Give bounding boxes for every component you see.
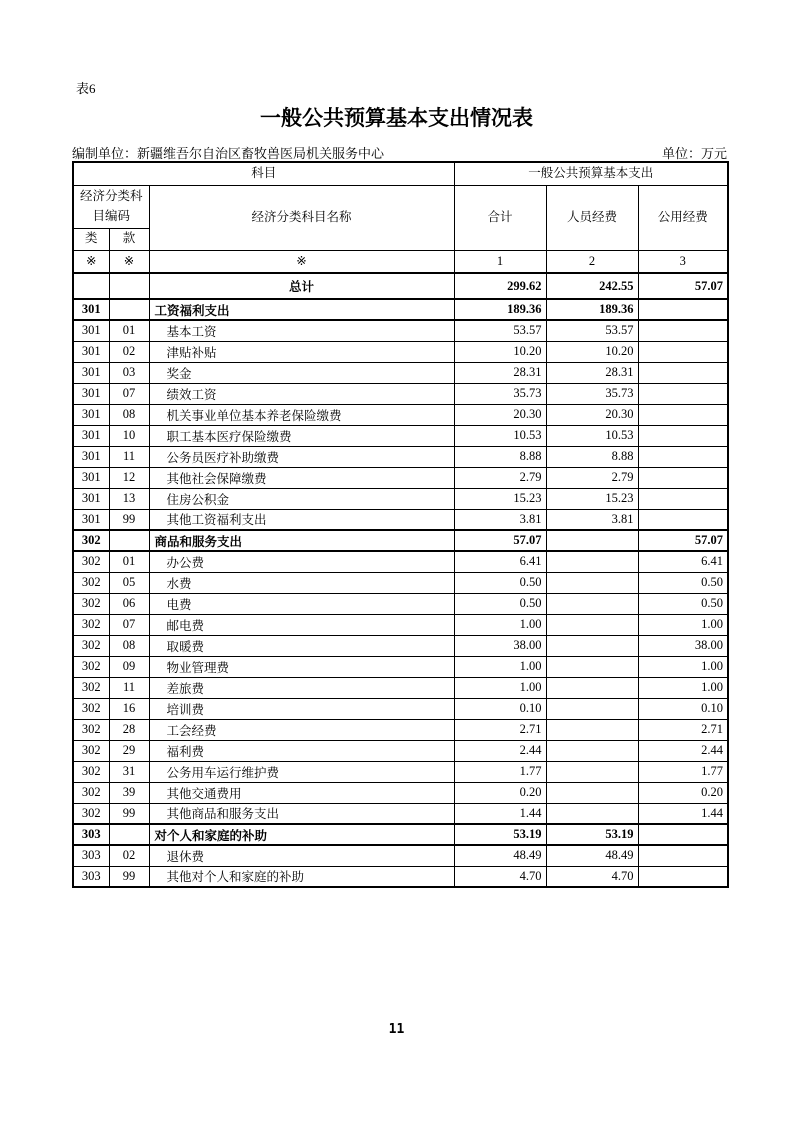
public-value-cell (638, 467, 728, 488)
total-value-cell: 1.00 (454, 677, 546, 698)
personnel-value-cell (546, 719, 638, 740)
total-value-cell: 53.57 (454, 320, 546, 341)
header-budget-group: 一般公共预算基本支出 (454, 162, 728, 185)
total-value-cell: 1.77 (454, 761, 546, 782)
total-value-cell: 2.44 (454, 740, 546, 761)
public-value-cell (638, 320, 728, 341)
class-code-cell: 301 (73, 425, 109, 446)
subject-name-cell: 商品和服务支出 (149, 530, 454, 551)
public-value-cell: 0.10 (638, 698, 728, 719)
personnel-value-cell: 20.30 (546, 404, 638, 425)
table-row (73, 273, 728, 299)
public-value-cell: 1.00 (638, 614, 728, 635)
table-body (73, 273, 728, 887)
total-value-cell: 189.36 (454, 299, 546, 320)
total-value-cell: 10.20 (454, 341, 546, 362)
total-value-cell: 1.44 (454, 803, 546, 824)
header-row-groups (73, 162, 728, 185)
class-code-cell (73, 273, 109, 299)
table-row (73, 404, 728, 425)
public-value-cell (638, 362, 728, 383)
header-public: 公用经费 (638, 185, 728, 250)
table-row (73, 866, 728, 887)
section-code-cell: 39 (109, 782, 149, 803)
section-code-cell (109, 530, 149, 551)
section-code-cell: 03 (109, 362, 149, 383)
class-code-cell: 301 (73, 299, 109, 320)
class-code-cell: 302 (73, 572, 109, 593)
subject-name-cell: 培训费 (149, 698, 454, 719)
public-value-cell: 57.07 (638, 530, 728, 551)
total-value-cell: 57.07 (454, 530, 546, 551)
section-code-cell: 31 (109, 761, 149, 782)
section-code-cell: 99 (109, 866, 149, 887)
public-value-cell: 0.20 (638, 782, 728, 803)
total-value-cell: 2.71 (454, 719, 546, 740)
public-value-cell: 1.00 (638, 656, 728, 677)
table-row (73, 488, 728, 509)
table-row (73, 698, 728, 719)
subject-name-cell: 对个人和家庭的补助 (149, 824, 454, 845)
section-code-cell: 16 (109, 698, 149, 719)
table-row (73, 530, 728, 551)
personnel-value-cell: 4.70 (546, 866, 638, 887)
budget-expenditure-table (72, 161, 729, 888)
ref-cell: 1 (454, 250, 546, 273)
section-code-cell: 10 (109, 425, 149, 446)
public-value-cell (638, 824, 728, 845)
public-value-cell (638, 425, 728, 446)
section-code-cell: 29 (109, 740, 149, 761)
subject-name-cell: 公务员医疗补助缴费 (149, 446, 454, 467)
header-subject-group: 科目 (73, 162, 454, 185)
section-code-cell: 08 (109, 635, 149, 656)
personnel-value-cell: 8.88 (546, 446, 638, 467)
public-value-cell (638, 341, 728, 362)
header-class: 类 (73, 228, 109, 250)
table-row (73, 782, 728, 803)
table-row (73, 614, 728, 635)
section-code-cell: 11 (109, 677, 149, 698)
public-value-cell: 1.77 (638, 761, 728, 782)
personnel-value-cell: 2.79 (546, 467, 638, 488)
prepared-by (72, 143, 384, 162)
table-row (73, 467, 728, 488)
public-value-cell (638, 404, 728, 425)
class-code-cell: 302 (73, 656, 109, 677)
class-code-cell: 302 (73, 761, 109, 782)
subject-name-cell: 水费 (149, 572, 454, 593)
class-code-cell: 301 (73, 467, 109, 488)
table-row (73, 740, 728, 761)
personnel-value-cell: 242.55 (546, 273, 638, 299)
subject-name-cell: 住房公积金 (149, 488, 454, 509)
subject-name-cell: 其他工资福利支出 (149, 509, 454, 530)
public-value-cell: 0.50 (638, 593, 728, 614)
info-line (72, 143, 727, 162)
class-code-cell: 302 (73, 551, 109, 572)
class-code-cell: 302 (73, 698, 109, 719)
subject-name-cell: 公务用车运行维护费 (149, 761, 454, 782)
table-row (73, 299, 728, 320)
ref-cell: 2 (546, 250, 638, 273)
personnel-value-cell (546, 740, 638, 761)
class-code-cell: 303 (73, 824, 109, 845)
total-value-cell: 0.10 (454, 698, 546, 719)
header-total: 合计 (454, 185, 546, 250)
class-code-cell: 301 (73, 383, 109, 404)
class-code-cell: 302 (73, 803, 109, 824)
section-code-cell: 11 (109, 446, 149, 467)
personnel-value-cell (546, 572, 638, 593)
page-number: 11 (388, 1022, 405, 1037)
class-code-cell: 303 (73, 866, 109, 887)
table-number-label: 表6 (76, 81, 96, 96)
total-value-cell: 35.73 (454, 383, 546, 404)
header-code: 经济分类科目编码 (73, 185, 149, 228)
total-value-cell: 1.00 (454, 656, 546, 677)
public-value-cell: 38.00 (638, 635, 728, 656)
personnel-value-cell (546, 803, 638, 824)
subject-name-cell: 邮电费 (149, 614, 454, 635)
class-code-cell: 302 (73, 593, 109, 614)
subject-name-cell: 工资福利支出 (149, 299, 454, 320)
section-code-cell: 06 (109, 593, 149, 614)
personnel-value-cell (546, 635, 638, 656)
table-row (73, 635, 728, 656)
subject-name-cell: 其他交通费用 (149, 782, 454, 803)
subject-name-cell: 总计 (149, 273, 454, 299)
personnel-value-cell (546, 677, 638, 698)
table-row (73, 572, 728, 593)
total-value-cell: 15.23 (454, 488, 546, 509)
section-code-cell: 07 (109, 383, 149, 404)
ref-cell: ※ (73, 250, 109, 273)
table-row (73, 551, 728, 572)
table-row (73, 845, 728, 866)
subject-name-cell: 工会经费 (149, 719, 454, 740)
subject-name-cell: 办公费 (149, 551, 454, 572)
class-code-cell: 302 (73, 719, 109, 740)
personnel-value-cell: 10.20 (546, 341, 638, 362)
public-value-cell: 2.44 (638, 740, 728, 761)
section-code-cell: 01 (109, 551, 149, 572)
class-code-cell: 301 (73, 320, 109, 341)
total-value-cell: 38.00 (454, 635, 546, 656)
total-value-cell: 2.79 (454, 467, 546, 488)
section-code-cell: 28 (109, 719, 149, 740)
subject-name-cell: 电费 (149, 593, 454, 614)
class-code-cell: 302 (73, 782, 109, 803)
section-code-cell: 07 (109, 614, 149, 635)
total-value-cell: 0.50 (454, 593, 546, 614)
subject-name-cell: 取暖费 (149, 635, 454, 656)
header-section: 款 (109, 228, 149, 250)
class-code-cell: 302 (73, 677, 109, 698)
public-value-cell (638, 383, 728, 404)
total-value-cell: 10.53 (454, 425, 546, 446)
section-code-cell (109, 273, 149, 299)
section-code-cell: 09 (109, 656, 149, 677)
total-value-cell: 0.50 (454, 572, 546, 593)
class-code-cell: 303 (73, 845, 109, 866)
personnel-value-cell (546, 530, 638, 551)
public-value-cell: 2.71 (638, 719, 728, 740)
ref-cell: 3 (638, 250, 728, 273)
public-value-cell: 1.00 (638, 677, 728, 698)
total-value-cell: 48.49 (454, 845, 546, 866)
personnel-value-cell (546, 782, 638, 803)
page-title: 一般公共预算基本支出情况表 (260, 107, 533, 130)
table-row (73, 803, 728, 824)
section-code-cell: 08 (109, 404, 149, 425)
section-code-cell: 05 (109, 572, 149, 593)
header-row-columns (73, 185, 728, 228)
prepared-by-label: 编制单位： (72, 146, 138, 161)
section-code-cell: 01 (109, 320, 149, 341)
public-value-cell (638, 845, 728, 866)
table-row (73, 383, 728, 404)
class-code-cell: 301 (73, 446, 109, 467)
table-row (73, 593, 728, 614)
total-value-cell: 6.41 (454, 551, 546, 572)
subject-name-cell: 津贴补贴 (149, 341, 454, 362)
table-row (73, 719, 728, 740)
public-value-cell (638, 299, 728, 320)
total-value-cell: 53.19 (454, 824, 546, 845)
total-value-cell: 20.30 (454, 404, 546, 425)
class-code-cell: 301 (73, 341, 109, 362)
class-code-cell: 301 (73, 362, 109, 383)
personnel-value-cell: 15.23 (546, 488, 638, 509)
section-code-cell (109, 824, 149, 845)
public-value-cell: 1.44 (638, 803, 728, 824)
table-row (73, 677, 728, 698)
subject-name-cell: 物业管理费 (149, 656, 454, 677)
subject-name-cell: 其他商品和服务支出 (149, 803, 454, 824)
personnel-value-cell (546, 551, 638, 572)
header-row-ref (73, 250, 728, 273)
personnel-value-cell: 35.73 (546, 383, 638, 404)
subject-name-cell: 差旅费 (149, 677, 454, 698)
public-value-cell (638, 446, 728, 467)
section-code-cell: 13 (109, 488, 149, 509)
subject-name-cell: 机关事业单位基本养老保险缴费 (149, 404, 454, 425)
personnel-value-cell (546, 656, 638, 677)
table-row (73, 824, 728, 845)
table-row (73, 425, 728, 446)
personnel-value-cell: 53.57 (546, 320, 638, 341)
header-personnel: 人员经费 (546, 185, 638, 250)
table-row (73, 656, 728, 677)
personnel-value-cell: 189.36 (546, 299, 638, 320)
subject-name-cell: 其他对个人和家庭的补助 (149, 866, 454, 887)
personnel-value-cell: 3.81 (546, 509, 638, 530)
table-row (73, 761, 728, 782)
subject-name-cell: 绩效工资 (149, 383, 454, 404)
personnel-value-cell (546, 698, 638, 719)
total-value-cell: 3.81 (454, 509, 546, 530)
header-subject-name: 经济分类科目名称 (149, 185, 454, 250)
personnel-value-cell (546, 593, 638, 614)
personnel-value-cell (546, 614, 638, 635)
unit-label: 单位：万元 (661, 146, 727, 161)
public-value-cell (638, 509, 728, 530)
class-code-cell: 302 (73, 635, 109, 656)
class-code-cell: 301 (73, 488, 109, 509)
public-value-cell: 6.41 (638, 551, 728, 572)
section-code-cell: 12 (109, 467, 149, 488)
ref-cell: ※ (149, 250, 454, 273)
subject-name-cell: 福利费 (149, 740, 454, 761)
class-code-cell: 302 (73, 614, 109, 635)
section-code-cell (109, 299, 149, 320)
table-row (73, 446, 728, 467)
total-value-cell: 8.88 (454, 446, 546, 467)
class-code-cell: 301 (73, 404, 109, 425)
personnel-value-cell: 28.31 (546, 362, 638, 383)
table-row (73, 320, 728, 341)
class-code-cell: 302 (73, 740, 109, 761)
personnel-value-cell (546, 761, 638, 782)
table-row (73, 509, 728, 530)
ref-cell: ※ (109, 250, 149, 273)
section-code-cell: 99 (109, 803, 149, 824)
prepared-by-value: 新疆维吾尔自治区畜牧兽医局机关服务中心 (137, 146, 385, 161)
class-code-cell: 302 (73, 530, 109, 551)
total-value-cell: 4.70 (454, 866, 546, 887)
section-code-cell: 02 (109, 341, 149, 362)
public-value-cell: 0.50 (638, 572, 728, 593)
public-value-cell (638, 866, 728, 887)
table-row (73, 341, 728, 362)
subject-name-cell: 其他社会保障缴费 (149, 467, 454, 488)
table-row (73, 362, 728, 383)
class-code-cell: 301 (73, 509, 109, 530)
subject-name-cell: 奖金 (149, 362, 454, 383)
section-code-cell: 99 (109, 509, 149, 530)
public-value-cell (638, 488, 728, 509)
total-value-cell: 299.62 (454, 273, 546, 299)
subject-name-cell: 职工基本医疗保险缴费 (149, 425, 454, 446)
personnel-value-cell: 53.19 (546, 824, 638, 845)
section-code-cell: 02 (109, 845, 149, 866)
total-value-cell: 1.00 (454, 614, 546, 635)
table-header (73, 162, 728, 273)
personnel-value-cell: 10.53 (546, 425, 638, 446)
subject-name-cell: 基本工资 (149, 320, 454, 341)
total-value-cell: 28.31 (454, 362, 546, 383)
subject-name-cell: 退休费 (149, 845, 454, 866)
total-value-cell: 0.20 (454, 782, 546, 803)
personnel-value-cell: 48.49 (546, 845, 638, 866)
public-value-cell: 57.07 (638, 273, 728, 299)
